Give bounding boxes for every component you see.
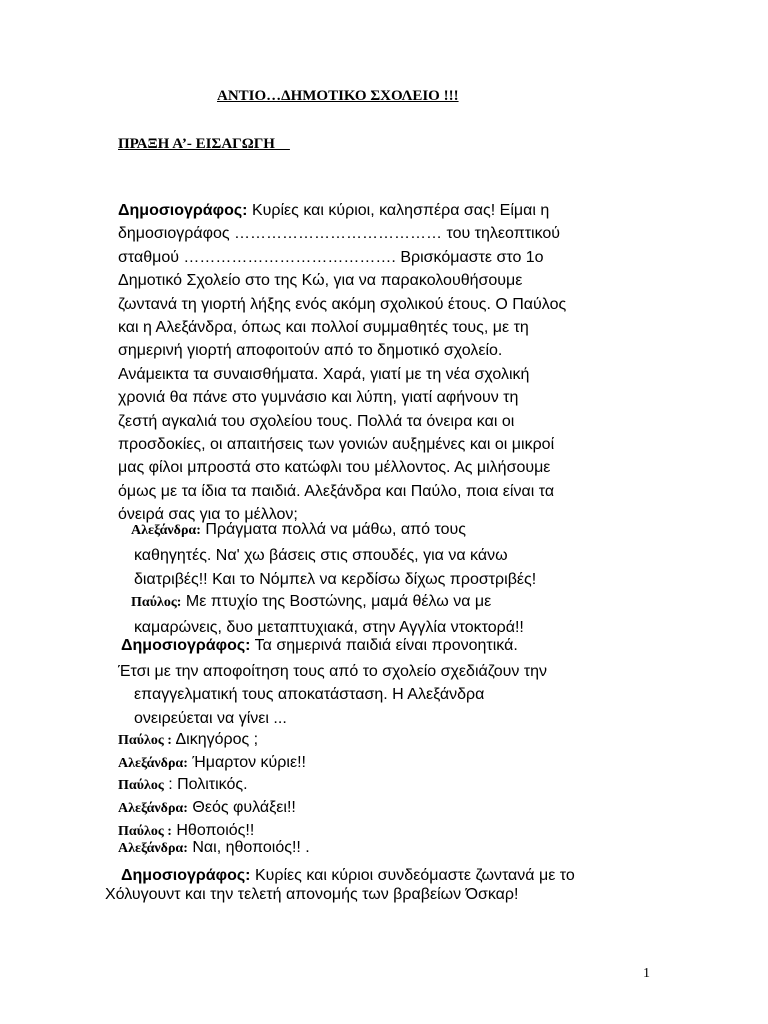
speaker-journalist: Δημοσιογράφος: <box>118 202 248 219</box>
exchange-line-3 <box>118 776 248 794</box>
dialogue-line: ονειρεύεται να γίνει ... <box>134 709 287 727</box>
dialogue-line: καθηγητές. Να' χω βάσεις στις σπουδές, για να κάνω <box>134 547 508 564</box>
alexandra-reply-1-cont <box>134 544 536 591</box>
dialogue-text: Με πτυχίο της Βοστώνης, μαμά θέλω να με <box>181 593 492 610</box>
dialogue-text: Ήμαρτον κύριε!! <box>187 754 306 771</box>
journalist-line-2 <box>121 637 518 655</box>
dialogue-text: Θεός φυλάξει!! <box>187 799 296 816</box>
intro-text: Κυρίες και κύριοι, καλησπέρα σας! Είμαι η <box>247 202 550 219</box>
exchange-line-6 <box>118 839 310 857</box>
speaker-alexandra: Αλεξάνδρα: <box>118 841 188 856</box>
journalist-line-2-cont <box>118 660 547 684</box>
dialogue-line: Έτσι με την αποφοίτηση τους από το σχολείο σχεδιάζουν την <box>118 663 548 680</box>
exchange-line-1 <box>118 731 258 749</box>
journalist-line-3-cont <box>105 883 518 907</box>
intro-line: ζωντανά τη γιορτή λήξης ενός ακόμη σχολικού έτους. Ο Παύλος <box>118 295 567 313</box>
dialogue-line: επαγγελματική τους αποκατάσταση. Η Αλεξάνδρα <box>134 686 485 703</box>
dialogue-text: Ηθοποιός!! <box>171 822 255 839</box>
speaker-pavlos: Παύλος : <box>118 733 172 748</box>
pavlos-reply-1-cont <box>134 616 524 640</box>
intro-line: σταθμού …………………………………. Βρισκόμαστε στο 1ο <box>118 248 544 266</box>
intro-paragraph <box>118 199 648 527</box>
dialogue-line: καμαρώνεις, δυο μεταπτυχιακά, στην Αγγλία ντοκτορά!! <box>134 619 524 636</box>
intro-line: όμως με τα ίδια τα παιδιά. Αλεξάνδρα και Παύλο, ποια είναι τα <box>118 482 555 500</box>
journalist-line-2-cont2 <box>134 683 484 730</box>
intro-line: Δημοτικό Σχολείο στο της Κώ, για να παρακολουθήσουμε <box>118 272 523 290</box>
exchange-line-5 <box>118 822 254 840</box>
dialogue-text: Δικηγόρος ; <box>171 731 259 748</box>
intro-line: μας φίλοι μπροστά στο κατώφλι του μέλλοντος. Ας μιλήσουμε <box>118 459 551 477</box>
dialogue-text: : Πολιτικός. <box>163 776 248 793</box>
pavlos-reply-1 <box>131 593 491 611</box>
speaker-pavlos: Παύλος : <box>118 824 172 839</box>
dialogue-text: Πράγματα πολλά να μάθω, από τους <box>200 521 466 538</box>
intro-line: όνειρά σας για το μέλλον; <box>118 506 298 524</box>
dialogue-text: Ναι, ηθοποιός!! . <box>187 839 310 856</box>
exchange-line-4 <box>118 799 296 817</box>
intro-line-1 <box>118 199 648 222</box>
intro-line: ζεστή αγκαλιά του σχολείου τους. Πολλά τα όνειρα και οι <box>118 412 515 430</box>
dialogue-text: Τα σημερινά παιδιά είναι προνοητικά. <box>250 637 518 654</box>
intro-line: και η Αλεξάνδρα, όπως και πολλοί συμμαθητές τους, με τη <box>118 319 529 337</box>
speaker-journalist: Δημοσιογράφος: <box>121 867 251 884</box>
speaker-alexandra: Αλεξάνδρα: <box>118 801 188 816</box>
intro-line: χρονιά θα πάνε στο γυμνάσιο και λύπη, γιατί αφήνουν τη <box>118 389 519 407</box>
document-title: ΑΝΤΙΟ…ΔΗΜΟΤΙΚΟ ΣΧΟΛΕΙΟ !!! <box>217 88 459 104</box>
exchange-line-2 <box>118 754 306 772</box>
intro-line: προσδοκίες, οι απαιτήσεις των γονιών αυξημένες και οι μικροί <box>118 436 555 454</box>
speaker-pavlos: Παύλος: <box>131 595 182 610</box>
speaker-pavlos: Παύλος <box>118 778 164 793</box>
speaker-alexandra: Αλεξάνδρα: <box>131 523 201 538</box>
speaker-journalist: Δημοσιογράφος: <box>121 637 251 654</box>
dialogue-line: διατριβές!! Και το Νόμπελ να κερδίσω δίχως προστριβές! <box>134 570 537 588</box>
dialogue-text: Κυρίες και κύριοι συνδεόμαστε ζωντανά με το <box>250 867 575 884</box>
intro-line: σημερινή γιορτή αποφοιτούν από το δημοτικό σχολείο. <box>118 342 503 360</box>
intro-line: Ανάμεικτα τα συναισθήματα. Χαρά, γιατί με τη νέα σχολική <box>118 365 530 383</box>
dialogue-line: Χόλυγουντ και την τελετή απονομής των βραβείων Όσκαρ! <box>105 886 519 903</box>
speaker-alexandra: Αλεξάνδρα: <box>118 756 188 771</box>
alexandra-reply-1 <box>131 521 466 539</box>
act-heading: ΠΡΑΞΗ Α’- ΕΙΣΑΓΩΓΗ <box>118 136 290 152</box>
page-number: 1 <box>643 966 650 981</box>
intro-line: δημοσιογράφος ………………………………… του τηλεοπτικού <box>118 225 561 243</box>
